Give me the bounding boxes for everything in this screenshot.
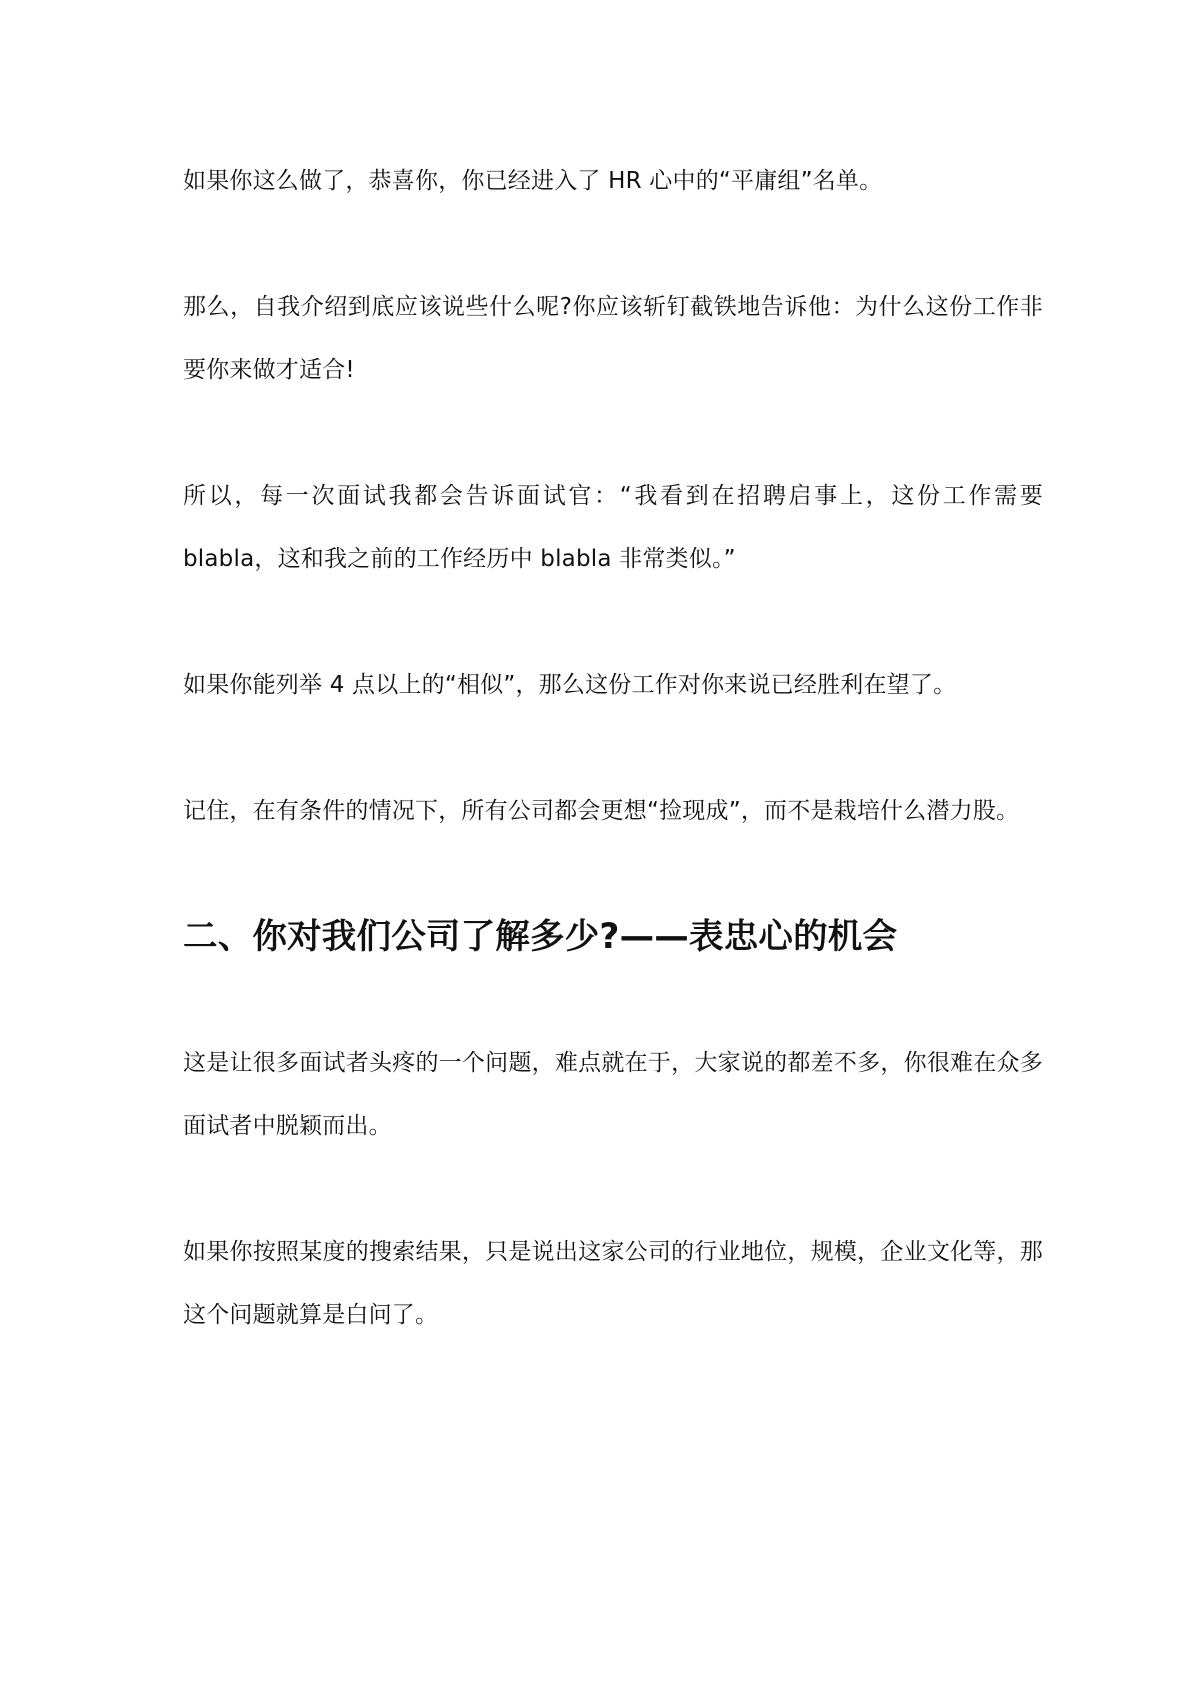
paragraph-mediocre-group: 如果你这么做了，恭喜你，你已经进入了 HR 心中的“平庸组”名单。 [183,168,883,194]
paragraph-search-results: 如果你按照某度的搜索结果，只是说出这家公司的行业地位，规模，企业文化等，那这个问题就算是白问了。 [183,1239,1043,1328]
section-heading: 二、你对我们公司了解多少?——表忠心的机会 [183,917,898,957]
paragraph-tell-interviewer: 所以，每一次面试我都会告诉面试官：“我看到在招聘启事上，这份工作需要 blabla，这和我之前的工作经历中 blabla 非常类似。” [183,483,1043,572]
paragraph-remember: 记住，在有条件的情况下，所有公司都会更想“捡现成”，而不是栽培什么潜力股。 [183,798,1020,824]
document-body [183,150,1043,1410]
paragraph-self-intro: 那么，自我介绍到底应该说些什么呢?你应该斩钉截铁地告诉他：为什么这份工作非要你来做才适合! [183,294,1043,383]
paragraph-headache-question: 这是让很多面试者头疼的一个问题，难点就在于，大家说的都差不多，你很难在众多面试者中脱颖而出。 [183,1050,1043,1139]
paragraph-similarities: 如果你能列举 4 点以上的“相似”，那么这份工作对你来说已经胜利在望了。 [183,672,957,698]
